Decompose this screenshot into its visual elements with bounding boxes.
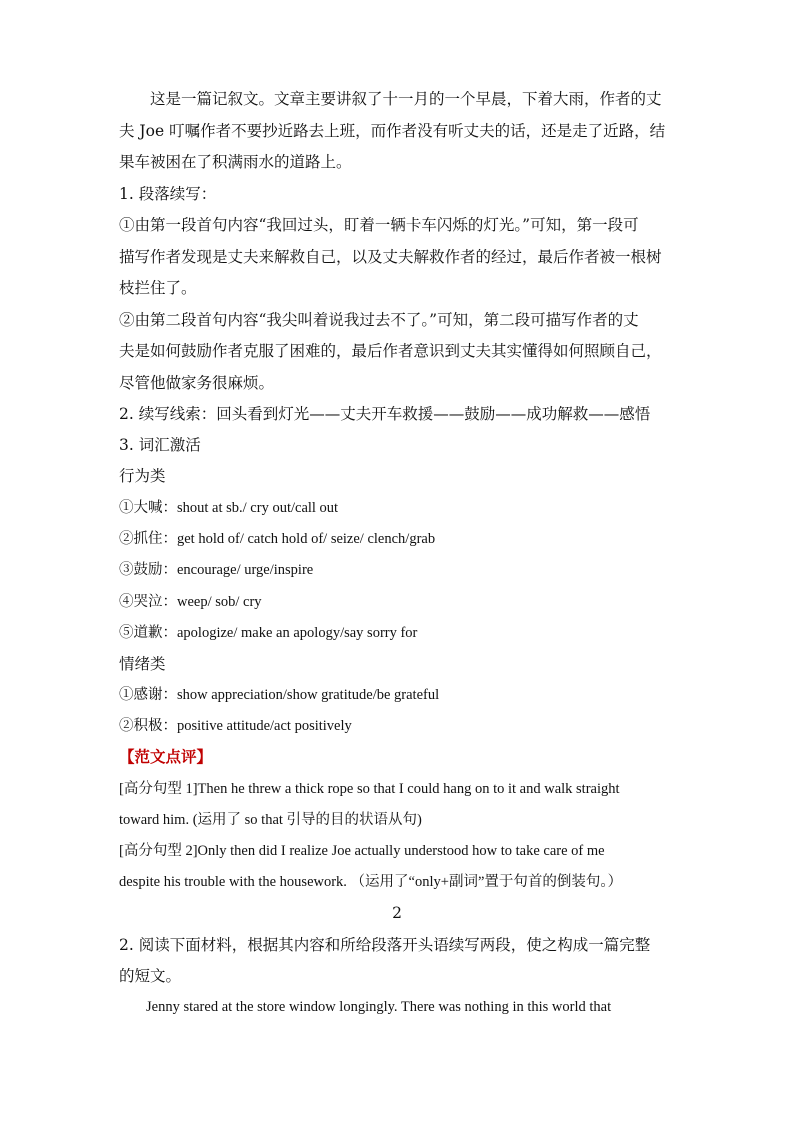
vocab-item: ③鼓励：encourage/ urge/inspire [119,562,314,578]
section-1-paragraph-1-line-2: 描写作者发现是丈夫来解救自己，以及丈夫解救作者的经过，最后作者被一根树 [119,248,662,266]
section-1-paragraph-2-line-1: ②由第二段首句内容“我尖叫着说我过去不了。”可知，第二段可描写作者的丈 [119,311,639,329]
summary-line-2: 夫 Joe 叮嘱作者不要抄近路去上班，而作者没有听丈夫的话，还是走了近路，结 [119,122,666,140]
vocab-item: ④哭泣：weep/ sob/ cry [119,594,262,610]
summary-line-1: 这是一篇记叙文。文章主要讲叙了十一月的一个早晨，下着大雨，作者的丈 [150,90,662,108]
question-2-line-1: 2. 阅读下面材料，根据其内容和所给段落开头语续写两段，使之构成一篇完整 [119,936,651,954]
vocab-item: ①感谢：show appreciation/show gratitude/be grateful [119,687,440,703]
page-number: 2 [392,904,402,922]
section-1-paragraph-2-line-3: 尽管他做家务很麻烦。 [119,374,275,392]
section-1-paragraph-1-line-3: 枝拦住了。 [119,279,197,297]
section-1-paragraph-1-line-1: ①由第一段首句内容“我回过头，盯着一辆卡车闪烁的灯光。”可知，第一段可 [119,216,639,234]
vocab-item: ⑤道歉：apologize/ make an apology/say sorry for [119,625,418,641]
review-heading: 【范文点评】 [119,747,213,766]
question-2-passage-line-1: Jenny stared at the store window longingly. There was nothing in this world that [146,999,612,1015]
vocab-item: ①大喊：shout at sb./ cry out/call out [119,500,339,516]
sentence-1-line-1: [高分句型 1]Then he threw a thick rope so that I could hang on to it and walk straight [119,781,620,797]
section-1-paragraph-2-line-2: 夫是如何鼓励作者克服了困难的，最后作者意识到丈夫其实懂得如何照顾自己， [119,342,662,360]
vocab-item: ②积极：positive attitude/act positively [119,718,352,734]
sentence-2-line-1: [高分句型 2]Only then did I realize Joe actually understood how to take care of me [119,843,605,859]
vocab-item: ②抓住：get hold of/ catch hold of/ seize/ clench/grab [119,531,436,547]
summary-line-3: 果车被困在了积满雨水的道路上。 [119,153,352,171]
category-actions: 行为类 [119,467,166,485]
question-2-line-2: 的短文。 [119,967,182,985]
category-emotions: 情绪类 [119,655,166,673]
section-2-clues: 2. 续写线索：回头看到灯光——丈夫开车救援——鼓励——成功解救——感悟 [119,405,651,423]
section-3-title: 3. 词汇激活 [119,436,201,454]
section-1-title: 1. 段落续写： [119,185,217,203]
sentence-2-line-2: despite his trouble with the housework. （运用了“only+副词”置于句首的倒装句。） [119,874,623,890]
sentence-1-line-2: toward him. (运用了 so that 引导的目的状语从句) [119,812,422,828]
